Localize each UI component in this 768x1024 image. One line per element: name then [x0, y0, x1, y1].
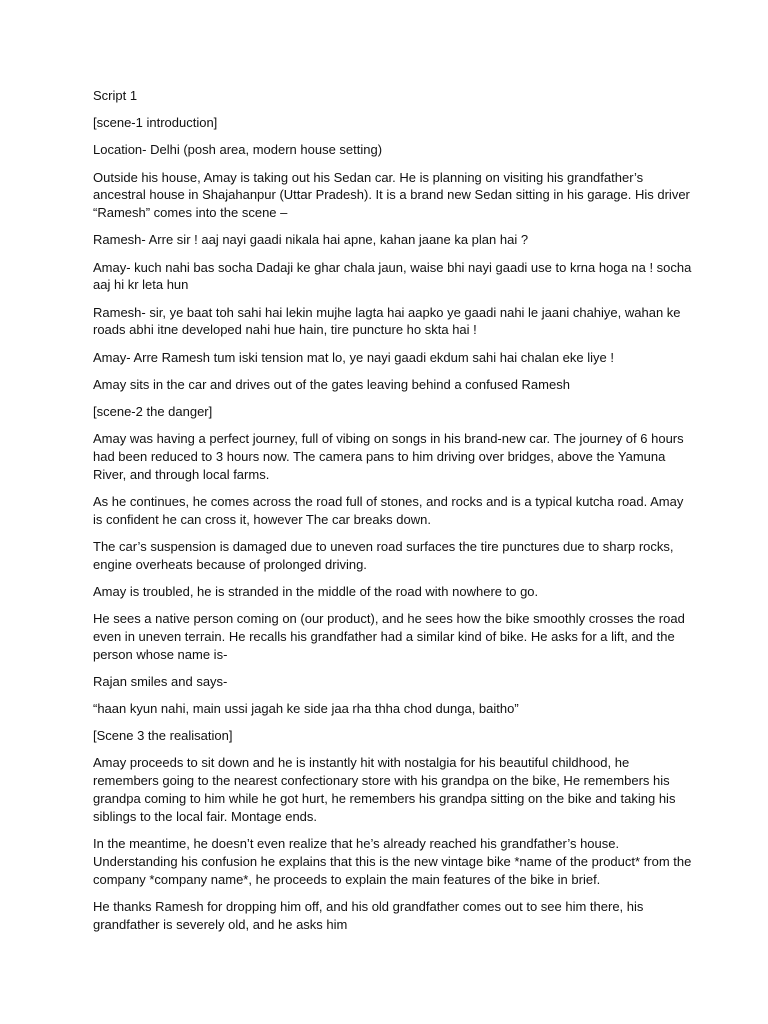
dialogue-line: “haan kyun nahi, main ussi jagah ke side jaa rha thha chod dunga, baitho”	[93, 700, 519, 716]
paragraph: Amay was having a perfect journey, full of vibing on songs in his brand-new car. The journey of 6 hours had been reduced to 3 hours now. The camera pans to him driving over bridges, above the Yamuna River, and through local farms.	[93, 431, 684, 482]
dialogue-line: Amay- Arre Ramesh tum iski tension mat lo, ye nayi gaadi ekdum sahi hai chalan eke liye !	[93, 349, 614, 365]
paragraph: As he continues, he comes across the road full of stones, and rocks and is a typical kutcha road. Amay is confident he can cross it, however The car breaks down.	[93, 493, 684, 527]
paragraph: In the meantime, he doesn’t even realize that he’s already reached his grandfather’s house. Understanding his confusion he explains that this is the new vintage bike *name of the product* from the company *company name*, he proceeds to explain the main features of the bike in brief.	[93, 835, 692, 887]
paragraph: He thanks Ramesh for dropping him off, and his old grandfather comes out to see him there, his grandfather is severely old, and he asks him	[93, 898, 644, 932]
scene-heading: [scene-2 the danger]	[93, 403, 213, 419]
paragraph: The car’s suspension is damaged due to uneven road surfaces the tire punctures due to sharp rocks, engine overheats because of prolonged driving.	[93, 538, 674, 572]
location-line: Location- Delhi (posh area, modern house setting)	[93, 142, 383, 158]
paragraph: Amay is troubled, he is stranded in the middle of the road with nowhere to go.	[93, 583, 539, 599]
scene-heading: [scene-1 introduction]	[93, 115, 218, 131]
script-title: Script 1	[93, 88, 138, 103]
paragraph: Outside his house, Amay is taking out his Sedan car. He is planning on visiting his grandfather’s ancestral house in Shajahanpur (Uttar Pradesh). It is a brand new Sedan sitting in his garage. His driver “Ramesh” comes into the scene –	[93, 169, 690, 221]
paragraph: Amay sits in the car and drives out of the gates leaving behind a confused Ramesh	[93, 376, 570, 392]
paragraph: He sees a native person coming on (our product), and he sees how the bike smoothly crosses the road even in uneven terrain. He recalls his grandfather had a similar kind of bike. He asks for a lift, and the person whose name is-	[93, 611, 685, 662]
dialogue-line: Ramesh- sir, ye baat toh sahi hai lekin mujhe lagta hai aapko ye gaadi nahi le jaani chahiye, wahan ke roads abhi itne developed nahi hue hain, tire puncture ho skta hai !	[93, 304, 681, 338]
paragraph: Amay proceeds to sit down and he is instantly hit with nostalgia for his beautiful childhood, he remembers going to the nearest confectionary store with his grandpa on the bike, He remembers his grandpa coming to him while he got hurt, he remembers his grandpa sitting on the bike and taking his siblings to the local fair. Montage ends.	[93, 755, 676, 824]
dialogue-line: Amay- kuch nahi bas socha Dadaji ke ghar chala jaun, waise bhi nayi gaadi use to krna hoga na ! socha aaj hi kr leta hun	[93, 259, 692, 293]
scene-heading: [Scene 3 the realisation]	[93, 728, 233, 744]
dialogue-line: Ramesh- Arre sir ! aaj nayi gaadi nikala hai apne, kahan jaane ka plan hai ?	[93, 232, 529, 248]
paragraph: Rajan smiles and says-	[93, 673, 228, 689]
document-page	[93, 87, 693, 943]
